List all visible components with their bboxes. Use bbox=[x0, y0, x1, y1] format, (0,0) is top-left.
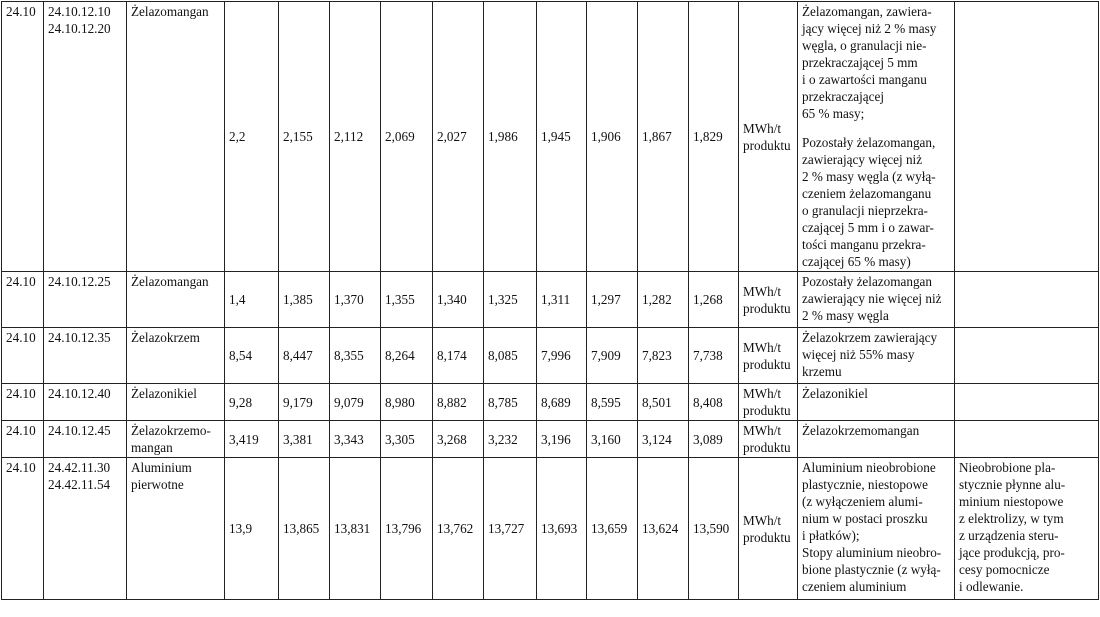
benchmark-value-cell bbox=[484, 421, 537, 458]
notes-line: jące produkcją, pro- bbox=[959, 545, 1065, 560]
product-name-line: mangan bbox=[131, 440, 173, 455]
benchmark-value-cell bbox=[689, 384, 739, 421]
benchmark-value-cell bbox=[433, 328, 484, 384]
benchmark-value: 8,447 bbox=[283, 348, 313, 363]
unit-cell bbox=[739, 458, 798, 600]
prodcom-codes-cell bbox=[44, 272, 127, 328]
product-name-cell bbox=[127, 458, 225, 600]
description-line: Żelazokrzem zawierający bbox=[802, 330, 938, 345]
benchmark-value-cell bbox=[433, 458, 484, 600]
description-line: 2 % masy węgla bbox=[802, 308, 889, 323]
product-name-line: Żelazonikiel bbox=[131, 386, 197, 401]
benchmark-value: 2,069 bbox=[385, 129, 415, 144]
table-row bbox=[2, 272, 1099, 328]
process-notes-cell bbox=[955, 384, 1099, 421]
unit-line: produktu bbox=[743, 356, 791, 372]
product-description-cell bbox=[798, 458, 955, 600]
benchmark-value-cell bbox=[330, 272, 381, 328]
description-line: 2 % masy węgla (z wyłą- bbox=[802, 169, 936, 184]
description-line: 65 % masy; bbox=[802, 106, 865, 121]
benchmark-value-cell bbox=[587, 272, 638, 328]
product-name-cell bbox=[127, 272, 225, 328]
unit-line: MWh/t bbox=[743, 339, 782, 355]
product-name-line: Żelazomangan bbox=[131, 274, 209, 289]
benchmark-value-cell bbox=[330, 384, 381, 421]
notes-line: stycznie płynne alu- bbox=[959, 477, 1066, 492]
prodcom-code: 24.10.12.40 bbox=[48, 386, 111, 401]
benchmark-value: 13,762 bbox=[437, 521, 474, 536]
unit-cell bbox=[739, 2, 798, 272]
benchmark-value: 13,727 bbox=[488, 521, 525, 536]
benchmark-value: 8,54 bbox=[229, 348, 253, 363]
benchmark-value: 2,112 bbox=[334, 129, 364, 144]
benchmark-value-cell bbox=[537, 384, 587, 421]
benchmark-value: 9,079 bbox=[334, 394, 364, 410]
benchmark-value: 1,355 bbox=[385, 292, 415, 307]
description-line: Stopy aluminium nieobro- bbox=[802, 545, 942, 560]
benchmark-value: 8,980 bbox=[385, 394, 415, 410]
benchmark-value: 3,343 bbox=[334, 431, 364, 447]
unit-line: produktu bbox=[743, 440, 791, 455]
benchmark-value: 3,381 bbox=[283, 431, 313, 447]
nace-code-cell bbox=[2, 421, 44, 458]
description-line: tości manganu przekra- bbox=[802, 237, 926, 252]
process-notes-cell bbox=[955, 2, 1099, 272]
unit-line: produktu bbox=[743, 529, 791, 545]
process-notes-cell bbox=[955, 328, 1099, 384]
table-row bbox=[2, 2, 1099, 272]
benchmark-value-cell bbox=[689, 421, 739, 458]
benchmark-value-cell bbox=[279, 328, 330, 384]
description-line: czeniem aluminium bbox=[802, 579, 907, 594]
benchmark-value-cell bbox=[537, 458, 587, 600]
benchmark-value: 8,595 bbox=[591, 394, 621, 410]
benchmark-value-cell bbox=[330, 2, 381, 272]
unit-cell bbox=[739, 421, 798, 458]
product-name-line: Żelazokrzem bbox=[131, 330, 200, 345]
prodcom-codes-cell bbox=[44, 421, 127, 458]
description-line: Pozostały żelazomangan, bbox=[802, 135, 936, 150]
benchmark-value-cell bbox=[689, 2, 739, 272]
benchmark-value-cell bbox=[537, 272, 587, 328]
benchmark-value: 1,268 bbox=[693, 292, 723, 307]
benchmark-value-cell bbox=[587, 458, 638, 600]
prodcom-code: 24.10.12.35 bbox=[48, 330, 111, 345]
product-name-line: pierwotne bbox=[131, 477, 184, 492]
table-row bbox=[2, 328, 1099, 384]
prodcom-code: 24.42.11.54 bbox=[48, 477, 111, 492]
table-row bbox=[2, 421, 1099, 458]
benchmark-value: 8,085 bbox=[488, 348, 518, 363]
benchmark-value: 13,796 bbox=[385, 521, 422, 536]
benchmark-value: 13,693 bbox=[541, 521, 578, 536]
benchmark-value-cell bbox=[587, 421, 638, 458]
benchmark-value: 9,28 bbox=[229, 394, 253, 410]
benchmark-value: 1,370 bbox=[334, 292, 364, 307]
benchmark-value: 8,408 bbox=[693, 394, 723, 410]
benchmark-value: 8,355 bbox=[334, 348, 364, 363]
benchmark-value: 13,865 bbox=[283, 521, 320, 536]
table-body bbox=[2, 2, 1099, 600]
benchmark-value-cell bbox=[638, 328, 689, 384]
unit-line: MWh/t bbox=[743, 283, 782, 299]
benchmark-value-cell bbox=[484, 384, 537, 421]
prodcom-codes-cell bbox=[44, 328, 127, 384]
unit-cell bbox=[739, 328, 798, 384]
benchmark-value-cell bbox=[225, 384, 279, 421]
benchmark-value-cell bbox=[433, 421, 484, 458]
benchmark-value: 2,155 bbox=[283, 129, 313, 144]
product-name-cell bbox=[127, 384, 225, 421]
unit-line: produktu bbox=[743, 300, 791, 316]
benchmark-value-cell bbox=[279, 421, 330, 458]
product-description-cell bbox=[798, 421, 955, 458]
benchmark-value-cell bbox=[433, 384, 484, 421]
benchmark-value: 9,179 bbox=[283, 394, 313, 410]
benchmark-value: 13,659 bbox=[591, 521, 628, 536]
description-line: Aluminium nieobrobione bbox=[802, 460, 936, 475]
nace-code: 24.10 bbox=[6, 274, 36, 289]
benchmark-value: 1,867 bbox=[642, 129, 672, 144]
process-notes-cell bbox=[955, 421, 1099, 458]
benchmark-value: 7,738 bbox=[693, 348, 723, 363]
benchmark-value-cell bbox=[381, 272, 433, 328]
benchmark-value-cell bbox=[279, 458, 330, 600]
table-row bbox=[2, 384, 1099, 421]
nace-code: 24.10 bbox=[6, 4, 36, 19]
benchmark-value: 1,385 bbox=[283, 292, 313, 307]
benchmark-value-cell bbox=[537, 328, 587, 384]
benchmark-value: 8,689 bbox=[541, 394, 571, 410]
prodcom-codes-cell bbox=[44, 458, 127, 600]
benchmark-value-cell bbox=[225, 328, 279, 384]
benchmark-value: 13,831 bbox=[334, 521, 371, 536]
benchmark-value: 3,160 bbox=[591, 431, 621, 447]
benchmark-value: 3,196 bbox=[541, 431, 571, 447]
benchmark-value-cell bbox=[225, 458, 279, 600]
description-line: węgla, o granulacji nie- bbox=[802, 38, 927, 53]
unit-cell bbox=[739, 272, 798, 328]
product-name-cell bbox=[127, 328, 225, 384]
benchmark-value-cell bbox=[433, 2, 484, 272]
description-line: przekraczającej 5 mm bbox=[802, 55, 918, 70]
prodcom-code: 24.10.12.45 bbox=[48, 423, 111, 438]
description-line: bione plastycznie (z wyłą- bbox=[802, 562, 941, 577]
benchmark-value-cell bbox=[638, 2, 689, 272]
benchmark-value-cell bbox=[537, 421, 587, 458]
notes-line: Nieobrobione pla- bbox=[959, 460, 1056, 475]
benchmark-value: 7,823 bbox=[642, 348, 672, 363]
benchmark-value-cell bbox=[689, 458, 739, 600]
benchmark-value-cell bbox=[638, 458, 689, 600]
benchmark-value: 2,027 bbox=[437, 129, 467, 144]
nace-code-cell bbox=[2, 272, 44, 328]
nace-code: 24.10 bbox=[6, 330, 36, 345]
benchmark-value: 3,268 bbox=[437, 431, 467, 447]
description-line: o granulacji nieprzekra- bbox=[802, 203, 928, 218]
product-name-line: Aluminium bbox=[131, 460, 192, 475]
benchmark-value: 1,945 bbox=[541, 129, 571, 144]
benchmark-value-cell bbox=[279, 384, 330, 421]
benchmark-value: 8,501 bbox=[642, 394, 672, 410]
unit-line: MWh/t bbox=[743, 386, 782, 401]
description-line: przekraczającej bbox=[802, 89, 884, 104]
benchmark-value-cell bbox=[689, 328, 739, 384]
benchmark-value: 1,340 bbox=[437, 292, 467, 307]
benchmark-value-cell bbox=[484, 458, 537, 600]
benchmark-value: 13,624 bbox=[642, 521, 679, 536]
description-line: czeniem żelazomanganu bbox=[802, 186, 932, 201]
benchmark-value-cell bbox=[381, 328, 433, 384]
benchmark-value: 1,282 bbox=[642, 292, 672, 307]
process-notes-cell bbox=[955, 458, 1099, 600]
description-line: (z wyłączeniem alumi- bbox=[802, 494, 923, 509]
benchmark-value-cell bbox=[330, 458, 381, 600]
benchmark-value: 1,297 bbox=[591, 292, 621, 307]
description-line: czającej 5 mm i o zawar- bbox=[802, 220, 934, 235]
product-description-cell bbox=[798, 384, 955, 421]
unit-line: MWh/t bbox=[743, 423, 782, 438]
benchmark-value-cell bbox=[689, 272, 739, 328]
nace-code-cell bbox=[2, 2, 44, 272]
unit-line: MWh/t bbox=[743, 120, 782, 136]
prodcom-codes-cell bbox=[44, 2, 127, 272]
benchmark-value-cell bbox=[330, 328, 381, 384]
description-line: i o zawartości manganu bbox=[802, 72, 927, 87]
description-line: Żelazokrzemomangan bbox=[802, 423, 920, 438]
description-line: zawierający nie więcej niż bbox=[802, 291, 942, 306]
notes-line: i odlewanie. bbox=[959, 579, 1024, 594]
benchmark-value: 13,9 bbox=[229, 521, 253, 536]
product-name-cell bbox=[127, 2, 225, 272]
unit-cell bbox=[739, 384, 798, 421]
benchmark-value: 1,906 bbox=[591, 129, 621, 144]
product-name-line: Żelazokrzemo- bbox=[131, 423, 211, 438]
notes-line: minium niestopowe bbox=[959, 494, 1064, 509]
description-line: więcej niż 55% masy bbox=[802, 347, 915, 362]
description-line: Żelazomangan, zawiera- bbox=[802, 4, 932, 19]
benchmark-value-cell bbox=[381, 421, 433, 458]
benchmark-value: 8,785 bbox=[488, 394, 518, 410]
benchmark-value-cell bbox=[638, 384, 689, 421]
benchmark-value-cell bbox=[484, 2, 537, 272]
benchmark-value: 2,2 bbox=[229, 129, 246, 144]
notes-line: z urządzenia steru- bbox=[959, 528, 1059, 543]
benchmark-value-cell bbox=[587, 328, 638, 384]
description-line: czającej 65 % masy) bbox=[802, 254, 911, 269]
benchmark-value-cell bbox=[638, 421, 689, 458]
benchmark-value: 8,174 bbox=[437, 348, 467, 363]
unit-line: produktu bbox=[743, 403, 791, 418]
energy-benchmark-table bbox=[1, 1, 1099, 600]
product-name-cell bbox=[127, 421, 225, 458]
benchmark-value: 8,264 bbox=[385, 348, 415, 363]
benchmark-value: 1,829 bbox=[693, 129, 723, 144]
benchmark-value: 7,996 bbox=[541, 348, 571, 363]
benchmark-value: 3,419 bbox=[229, 431, 259, 447]
description-line: nium w postaci proszku bbox=[802, 511, 928, 526]
benchmark-value-cell bbox=[381, 458, 433, 600]
benchmark-value-cell bbox=[484, 328, 537, 384]
benchmark-value-cell bbox=[279, 272, 330, 328]
nace-code-cell bbox=[2, 384, 44, 421]
benchmark-value: 1,986 bbox=[488, 129, 518, 144]
notes-line: cesy pomocnicze bbox=[959, 562, 1050, 577]
benchmark-value: 1,325 bbox=[488, 292, 518, 307]
benchmark-value-cell bbox=[484, 272, 537, 328]
nace-code-cell bbox=[2, 328, 44, 384]
process-notes-cell bbox=[955, 272, 1099, 328]
benchmark-value: 13,590 bbox=[693, 521, 730, 536]
nace-code: 24.10 bbox=[6, 386, 36, 401]
prodcom-code: 24.10.12.10 bbox=[48, 4, 111, 19]
benchmark-value-cell bbox=[433, 272, 484, 328]
benchmark-value-cell bbox=[225, 272, 279, 328]
benchmark-value-cell bbox=[381, 2, 433, 272]
benchmark-value-cell bbox=[225, 2, 279, 272]
benchmark-value-cell bbox=[225, 421, 279, 458]
unit-line: MWh/t bbox=[743, 512, 782, 528]
description-line: zawierający więcej niż bbox=[802, 152, 923, 167]
notes-line: z elektrolizy, w tym bbox=[959, 511, 1064, 526]
benchmark-value: 3,232 bbox=[488, 431, 518, 447]
benchmark-value-cell bbox=[587, 2, 638, 272]
description-line: plastycznie, niestopowe bbox=[802, 477, 928, 492]
benchmark-value: 1,311 bbox=[541, 292, 571, 307]
product-description-cell bbox=[798, 2, 955, 272]
description-line: Żelazonikiel bbox=[802, 386, 868, 401]
product-description-cell bbox=[798, 328, 955, 384]
benchmark-value: 1,4 bbox=[229, 292, 246, 307]
product-name-line: Żelazomangan bbox=[131, 4, 209, 19]
benchmark-value-cell bbox=[279, 2, 330, 272]
description-line: Pozostały żelazomangan bbox=[802, 274, 932, 289]
benchmark-value: 3,089 bbox=[693, 431, 723, 447]
product-description-cell bbox=[798, 272, 955, 328]
unit-line: produktu bbox=[743, 137, 791, 153]
benchmark-value-cell bbox=[638, 272, 689, 328]
benchmark-value: 7,909 bbox=[591, 348, 621, 363]
description-line: krzemu bbox=[802, 364, 842, 379]
prodcom-codes-cell bbox=[44, 384, 127, 421]
benchmark-value-cell bbox=[381, 384, 433, 421]
prodcom-code: 24.10.12.25 bbox=[48, 274, 111, 289]
description-line: i płatków); bbox=[802, 528, 860, 543]
nace-code: 24.10 bbox=[6, 460, 36, 475]
benchmark-value-cell bbox=[537, 2, 587, 272]
paragraph-gap bbox=[802, 122, 950, 134]
benchmark-value-cell bbox=[587, 384, 638, 421]
prodcom-code: 24.42.11.30 bbox=[48, 460, 111, 475]
benchmark-value: 3,305 bbox=[385, 431, 415, 447]
description-line: jący więcej niż 2 % masy bbox=[802, 21, 937, 36]
table-row bbox=[2, 458, 1099, 600]
benchmark-value: 3,124 bbox=[642, 431, 672, 447]
nace-code: 24.10 bbox=[6, 423, 36, 438]
benchmark-value-cell bbox=[330, 421, 381, 458]
nace-code-cell bbox=[2, 458, 44, 600]
benchmark-value: 8,882 bbox=[437, 394, 467, 410]
prodcom-code: 24.10.12.20 bbox=[48, 21, 111, 36]
